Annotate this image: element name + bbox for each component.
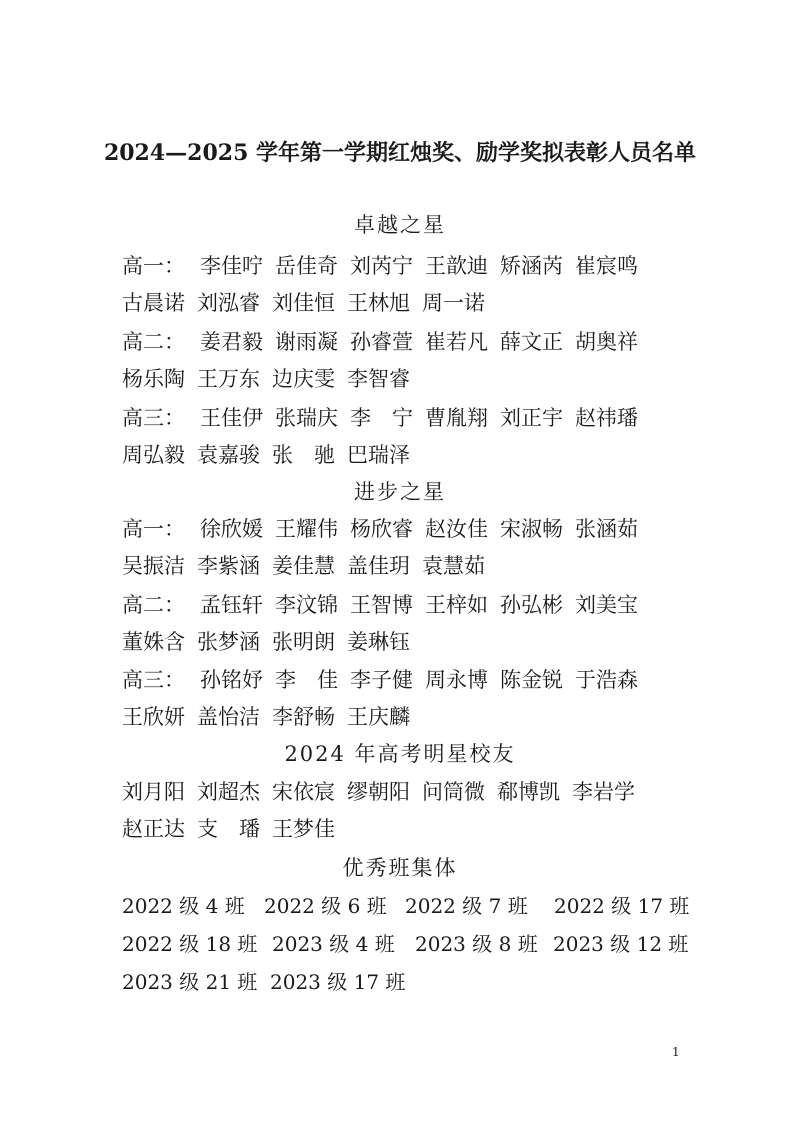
student-name: 刘佳恒 [272, 291, 335, 315]
alumni-name: 缪朝阳 [347, 780, 410, 804]
grade-label: 高一： [122, 254, 185, 278]
student-name: 周弘毅 [122, 443, 185, 467]
student-name: 刘泓睿 [197, 291, 260, 315]
student-name: 谢雨凝 [275, 330, 338, 354]
student-name: 曹胤翔 [425, 406, 488, 430]
student-name: 周永博 [425, 668, 488, 692]
class-row [122, 966, 687, 992]
class-item: 2022 级 7 班 [405, 894, 528, 918]
student-name: 矫涵芮 [500, 254, 563, 278]
alumni-name: 王梦佳 [272, 817, 335, 841]
name-row [122, 250, 650, 280]
alumni-name: 李岩学 [572, 780, 635, 804]
student-name: 孟钰轩 [200, 593, 263, 617]
alumni-name: 问筒微 [422, 780, 485, 804]
class-item: 2023 级 4 班 [272, 932, 395, 956]
student-name: 孙弘彬 [500, 593, 563, 617]
name-row [122, 589, 650, 619]
grade-label: 高一： [122, 517, 185, 541]
student-name: 张梦涵 [197, 630, 260, 654]
alumni-name: 刘月阳 [122, 780, 185, 804]
student-name: 胡奥祥 [575, 330, 638, 354]
alumni-name: 宋依宸 [272, 780, 335, 804]
name-row [122, 287, 497, 317]
name-row [122, 363, 422, 393]
student-name: 陈金锐 [500, 668, 563, 692]
name-row [122, 701, 422, 731]
grade-label: 高二： [122, 330, 185, 354]
student-name: 刘芮宁 [350, 254, 413, 278]
name-row [122, 439, 422, 469]
section-heading-classes: 优秀班集体 [342, 856, 458, 880]
student-name: 张 驰 [272, 443, 335, 467]
page-title: 2024—2025 学年第一学期红烛奖、励学奖拟表彰人员名单 [103, 140, 697, 166]
student-name: 徐欣媛 [200, 517, 263, 541]
class-item: 2022 级 6 班 [264, 894, 387, 918]
class-item: 2022 级 17 班 [554, 894, 690, 918]
student-name: 杨乐陶 [122, 367, 185, 391]
name-row [122, 326, 650, 356]
student-name: 刘正宇 [500, 406, 563, 430]
page-number: 1 [672, 1045, 680, 1059]
student-name: 孙睿萱 [350, 330, 413, 354]
section-heading-alumni: 2024 年高考明星校友 [284, 742, 516, 766]
student-name: 李 佳 [275, 668, 338, 692]
student-name: 赵祎璠 [575, 406, 638, 430]
student-name: 刘美宝 [575, 593, 638, 617]
name-row [122, 513, 650, 543]
student-name: 杨欣睿 [350, 517, 413, 541]
student-name: 吴振洁 [122, 554, 185, 578]
class-item: 2023 级 17 班 [270, 970, 406, 994]
student-name: 薛文正 [500, 330, 563, 354]
alumni-name: 赵正达 [122, 817, 185, 841]
student-name: 袁慧茹 [422, 554, 485, 578]
alumni-name: 支 璠 [197, 817, 260, 841]
student-name: 李 宁 [350, 406, 413, 430]
section-heading-excellence: 卓越之星 [354, 213, 446, 237]
class-item: 2022 级 18 班 [122, 932, 258, 956]
section-heading-progress: 进步之星 [354, 480, 446, 504]
student-name: 崔宸鸣 [575, 254, 638, 278]
student-name: 李紫涵 [197, 554, 260, 578]
student-name: 巴瑞泽 [347, 443, 410, 467]
student-name: 董姝含 [122, 630, 185, 654]
student-name: 崔若凡 [425, 330, 488, 354]
student-name: 王林旭 [347, 291, 410, 315]
student-name: 孙铭妤 [200, 668, 263, 692]
student-name: 张瑞庆 [275, 406, 338, 430]
class-item: 2023 级 12 班 [553, 932, 689, 956]
student-name: 岳佳奇 [275, 254, 338, 278]
student-name: 王耀伟 [275, 517, 338, 541]
student-name: 王万东 [197, 367, 260, 391]
name-row [122, 550, 497, 580]
student-name: 姜佳慧 [272, 554, 335, 578]
name-row [122, 626, 422, 656]
alumni-name: 郗博凯 [497, 780, 560, 804]
student-name: 王梓如 [425, 593, 488, 617]
student-name: 李佳咛 [200, 254, 263, 278]
student-name: 王欣妍 [122, 705, 185, 729]
student-name: 王智博 [350, 593, 413, 617]
alumni-row [122, 776, 647, 806]
class-item: 2023 级 21 班 [122, 970, 258, 994]
student-name: 古晨诺 [122, 291, 185, 315]
student-name: 袁嘉骏 [197, 443, 260, 467]
student-name: 姜琳钰 [347, 630, 410, 654]
student-name: 王庆麟 [347, 705, 410, 729]
class-row [122, 928, 687, 954]
student-name: 赵汝佳 [425, 517, 488, 541]
student-name: 李智睿 [347, 367, 410, 391]
student-name: 边庆雯 [272, 367, 335, 391]
student-name: 张涵茹 [575, 517, 638, 541]
class-item: 2022 级 4 班 [122, 894, 245, 918]
student-name: 姜君毅 [200, 330, 263, 354]
class-item: 2023 级 8 班 [415, 932, 538, 956]
student-name: 张明朗 [272, 630, 335, 654]
student-name: 李汶锦 [275, 593, 338, 617]
student-name: 李子健 [350, 668, 413, 692]
grade-label: 高二： [122, 593, 185, 617]
class-row [122, 890, 690, 918]
name-row [122, 664, 650, 694]
student-name: 于浩森 [575, 668, 638, 692]
student-name: 李舒畅 [272, 705, 335, 729]
student-name: 盖佳玥 [347, 554, 410, 578]
student-name: 周一诺 [422, 291, 485, 315]
grade-label: 高三： [122, 406, 185, 430]
alumni-name: 刘超杰 [197, 780, 260, 804]
grade-label: 高三： [122, 668, 185, 692]
student-name: 王歆迪 [425, 254, 488, 278]
alumni-row [122, 813, 347, 843]
student-name: 王佳伊 [200, 406, 263, 430]
student-name: 宋淑畅 [500, 517, 563, 541]
student-name: 盖怡洁 [197, 705, 260, 729]
name-row [122, 402, 650, 432]
